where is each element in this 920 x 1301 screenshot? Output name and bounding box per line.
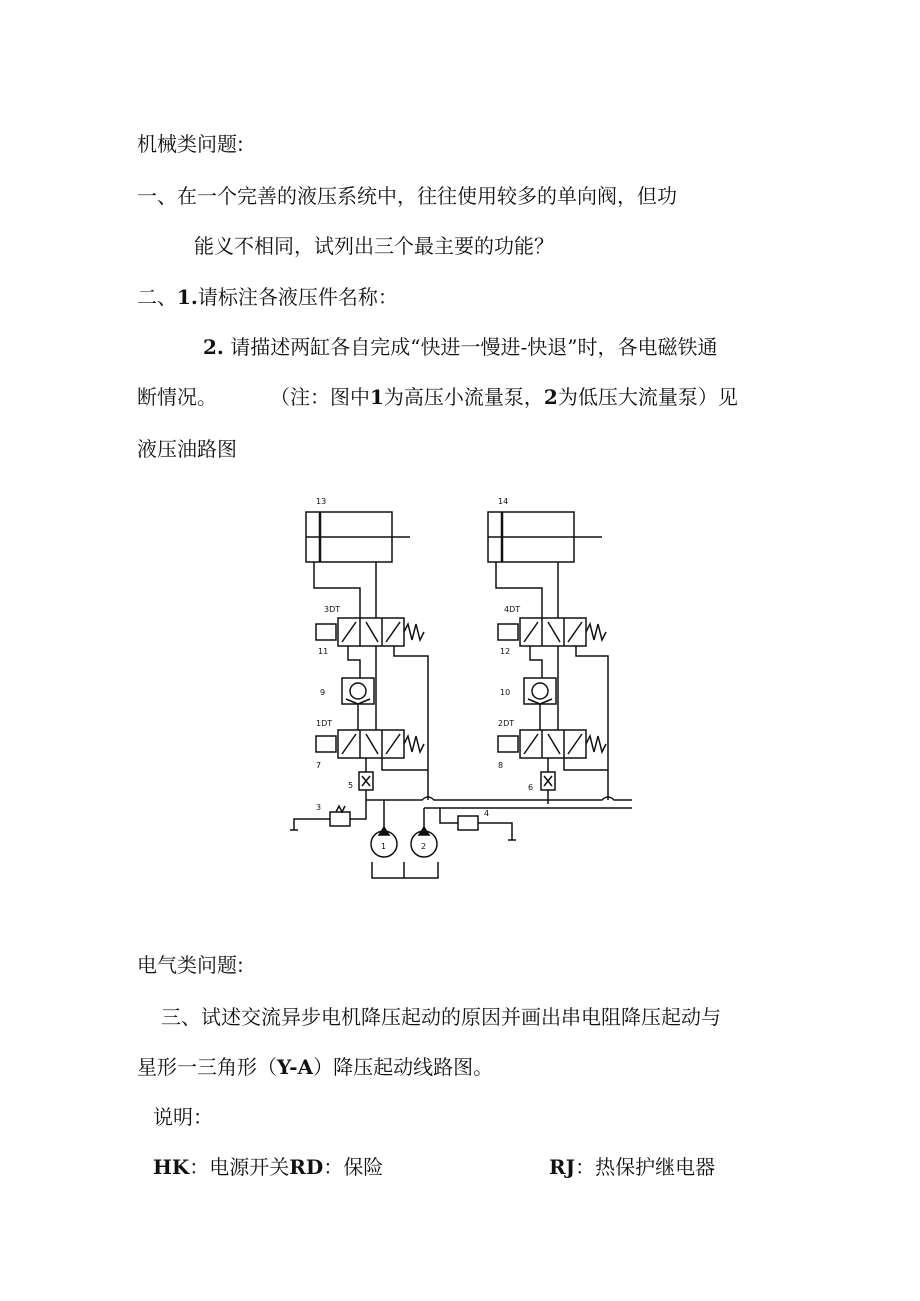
question-1-line-1: 一、在一个完善的液压系统中，往往使用较多的单向阀，但功	[137, 184, 677, 208]
hk-code: HK	[153, 1155, 190, 1179]
label-8: 8	[498, 761, 504, 770]
q2-part-1: 请标注各液压件名称：	[197, 285, 398, 309]
label-3dt: 3DT	[324, 605, 341, 614]
rd-text: ：保险	[323, 1155, 384, 1179]
q3-line2-b: Y-A	[277, 1055, 314, 1079]
question-1-line-2: 能义不相同，试列出三个最主要的功能？	[194, 234, 554, 258]
label-12: 12	[500, 647, 511, 656]
hydraulic-circuit-diagram	[280, 490, 640, 890]
valve-8	[520, 730, 586, 758]
valve-7	[338, 730, 404, 758]
relief-valve-3	[330, 812, 350, 826]
rj-text: ：热保护继电器	[575, 1155, 716, 1179]
question-2-note	[270, 387, 738, 407]
rj-legend	[549, 1157, 715, 1177]
question-2-line-3a: 断情况。	[137, 385, 217, 409]
label-14: 14	[498, 497, 509, 506]
label-5: 5	[348, 781, 354, 790]
rj-code: RJ	[549, 1155, 576, 1179]
explanation-label: 说明：	[153, 1105, 213, 1129]
question-2-line-1	[137, 287, 398, 307]
question-2-line-2	[203, 337, 717, 357]
q2-number-2: 2.	[203, 335, 224, 359]
electrical-heading: 电气类问题:	[137, 953, 244, 977]
q2-part-2: 请描述两缸各自完成“快进一慢进-快退”时，各电磁铁通	[223, 335, 718, 359]
label-2dt: 2DT	[498, 719, 515, 728]
rd-code: RD	[289, 1155, 324, 1179]
label-pump-2: 2	[421, 842, 427, 851]
note-part-b: 为高压小流量泵，	[383, 385, 544, 409]
label-10: 10	[500, 688, 511, 697]
legend-line	[153, 1157, 383, 1177]
relief-valve-4	[458, 816, 478, 830]
hk-text: ：电源开关	[189, 1155, 290, 1179]
note-part-c: 为低压大流量泵）见	[557, 385, 738, 409]
label-13: 13	[316, 497, 327, 506]
question-3-line-1: 三、试述交流异步电机降压起动的原因并画出串电阻降压起动与	[161, 1005, 721, 1029]
label-6: 6	[528, 783, 534, 792]
q3-line2-a: 星形一三角形（	[137, 1055, 277, 1079]
note-number-1: 1	[370, 385, 384, 409]
valve-11	[338, 618, 404, 646]
label-4dt: 4DT	[504, 605, 521, 614]
label-9: 9	[320, 688, 326, 697]
q2-number-1: 1.	[177, 285, 198, 309]
question-2-line-4: 液压油路图	[137, 437, 237, 461]
label-4: 4	[484, 809, 490, 818]
note-part-a: （注：图中	[270, 385, 370, 409]
note-number-2: 2	[543, 385, 558, 409]
label-1dt: 1DT	[316, 719, 333, 728]
valve-12	[520, 618, 586, 646]
mechanical-heading: 机械类问题:	[137, 132, 244, 156]
q3-line2-c: ）降压起动线路图。	[313, 1055, 494, 1079]
question-3-line-2	[137, 1057, 493, 1077]
label-pump-1: 1	[381, 842, 387, 851]
label-3: 3	[316, 803, 322, 812]
label-7: 7	[316, 761, 322, 770]
q2-prefix: 二、	[137, 285, 177, 309]
label-11: 11	[318, 647, 329, 656]
